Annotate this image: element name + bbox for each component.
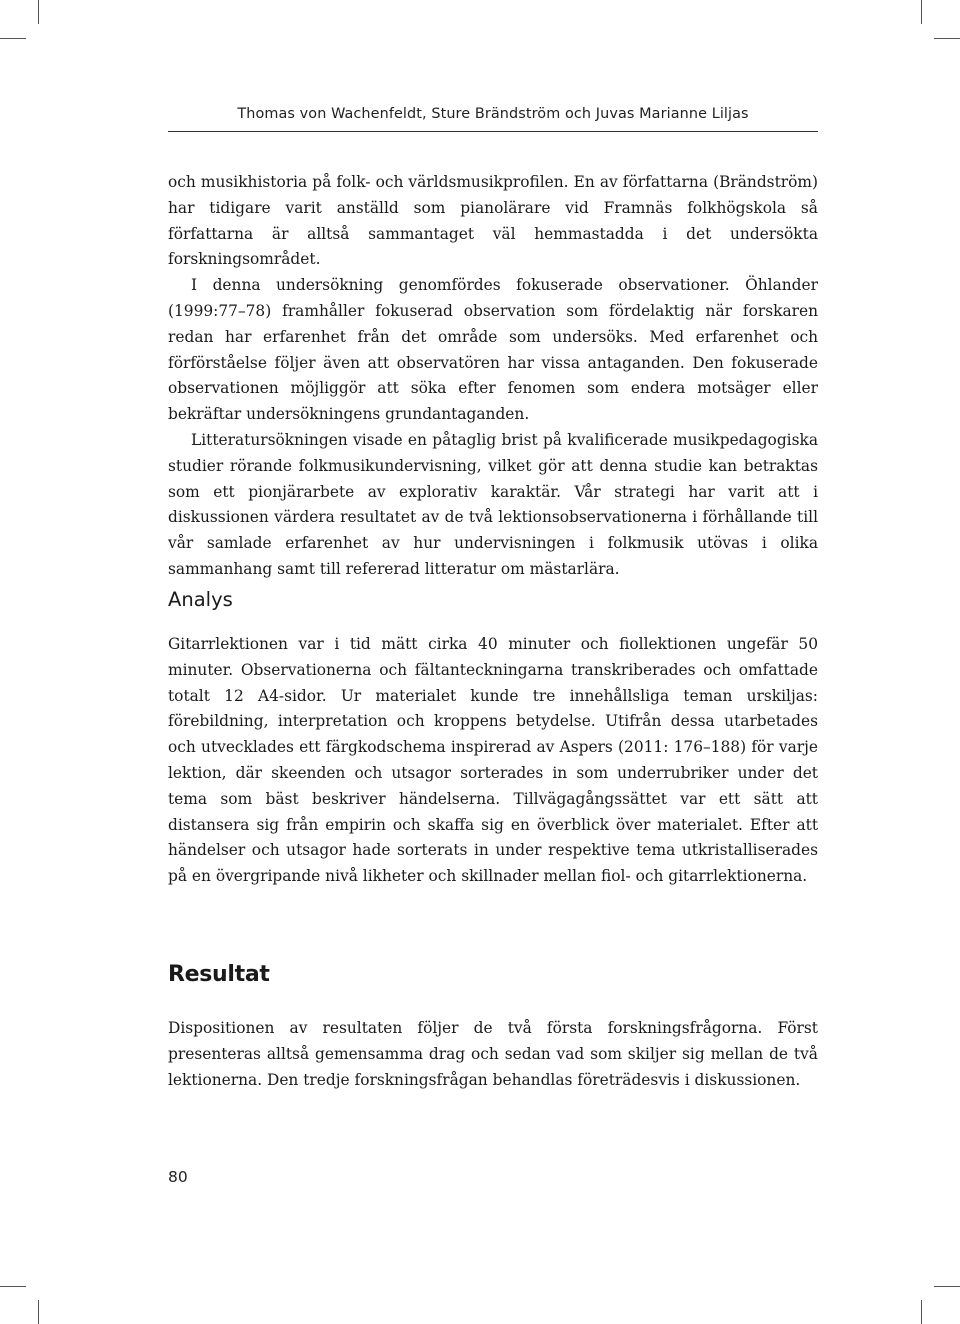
running-head: Thomas von Wachenfeldt, Sture Brändström och Juvas Marianne Liljas xyxy=(237,106,749,122)
crop-mark xyxy=(934,38,960,39)
crop-mark xyxy=(921,1300,922,1324)
intro-section xyxy=(168,170,818,583)
crop-mark xyxy=(0,38,26,39)
crop-mark xyxy=(38,0,39,24)
analys-section xyxy=(168,632,818,890)
paragraph: Dispositionen av resultaten följer de två första forskningsfrågorna. Först presenteras alltså gemensamma drag och sedan vad som skiljer sig mellan de två lektionerna. Den tredje forskningsfrågan behandlas företrädesvis i diskussionen. xyxy=(168,1019,818,1089)
paragraph: Litteratursökningen visade en påtaglig brist på kvalificerade musikpedagogiska studier rörande folkmusikundervisning, vilket gör att denna studie kan betraktas som ett pionjärarbete av explorativ karaktär. Vår strategi har varit att i diskussionen värdera resultatet av de två lektionsobservationerna i förhållande till vår samlade erfarenhet av hur undervisningen i folkmusik utövas i olika sammanhang samt till refererad litteratur om mästarlära. xyxy=(168,430,818,578)
header-rule xyxy=(168,131,818,132)
crop-mark xyxy=(934,1286,960,1287)
crop-mark xyxy=(0,1286,26,1287)
crop-mark xyxy=(921,0,922,24)
paragraph: och musikhistoria på folk- och världsmusikprofilen. En av författarna (Brändström) har tidigare varit anställd som pianolärare vid Framnäs folkhögskola så författarna är alltså sammantaget väl hemmastadda i det undersökta forskningsområdet. xyxy=(168,173,818,269)
section-heading-resultat: Resultat xyxy=(168,962,270,987)
section-heading-analys: Analys xyxy=(168,588,233,611)
paragraph: Gitarrlektionen var i tid mätt cirka 40 minuter och fiollektionen ungefär 50 minuter. Observationerna och fältanteckningarna transkriberades och omfattade totalt 12 A4-sidor. Ur materialet kunde tre innehållsliga teman urskiljas: förebildning, interpretation och kroppens betydelse. Utifrån dessa utarbetades och utvecklades ett färgkodschema inspirerad av Aspers (2011: 176–188) för varje lektion, där skeenden och utsagor sorterades in som underrubriker under det tema som bäst beskriver händelserna. Tillvägagångssättet var ett sätt att distansera sig från empirin och skaffa sig en överblick över materialet. Efter att händelser och utsagor hade sorterats in under respektive tema utkristalliserades på en övergripande nivå likheter och skillnader mellan fiol- och gitarrlektionerna. xyxy=(168,635,818,886)
resultat-section xyxy=(168,1016,818,1093)
page-number: 80 xyxy=(168,1168,188,1186)
paragraph: I denna undersökning genomfördes fokuserade observationer. Öhlander (1999:77–78) framhåller fokuserad observation som fördelaktig när forskaren redan har erfarenhet från det område som undersöks. Med erfarenhet och förförståelse följer även att observatören har vissa antaganden. Den fokuserade observationen möjliggör att söka efter fenomen som endera motsäger eller bekräftar undersökningens grundantaganden. xyxy=(168,276,818,424)
crop-mark xyxy=(38,1300,39,1324)
